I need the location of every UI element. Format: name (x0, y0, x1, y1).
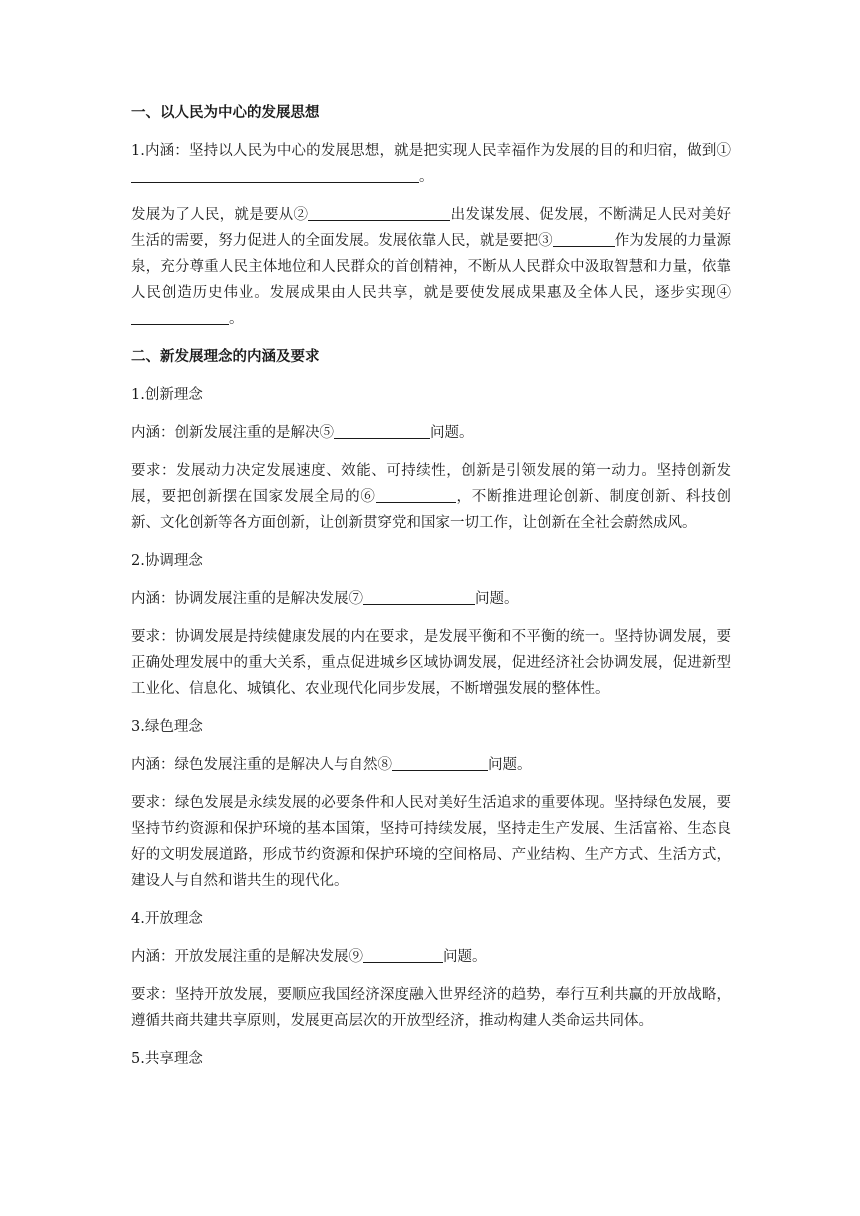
section-1-title: 一、以人民为中心的发展思想 (131, 105, 320, 121)
section-1-meaning (131, 138, 731, 190)
section-1-paragraph (131, 202, 731, 332)
coordination-title: 2.协调理念 (131, 553, 203, 569)
requirement-text: ，不断推进理论创新、制度创新、科技创新、文化创新等各方面创新，让创新贯穿党和国家一切工作，让创新在全社会蔚然成风。 (131, 489, 732, 531)
fill-blank-2[interactable] (308, 203, 450, 221)
fill-blank-1[interactable] (131, 165, 419, 183)
document-page (131, 100, 731, 1084)
meaning-text: 1.内涵：坚持以人民为中心的发展思想，就是把实现人民幸福作为发展的目的和归宿，做到 (131, 143, 717, 159)
punctuation: 。 (419, 169, 434, 185)
blank-number-9: ⑨ (348, 949, 363, 965)
fill-blank-4[interactable] (131, 307, 229, 325)
innovation-requirement (131, 458, 731, 536)
blank-number-6: ⑥ (360, 489, 376, 505)
section-2-title: 二、新发展理念的内涵及要求 (131, 349, 320, 365)
blank-number-4: ④ (716, 285, 731, 301)
fill-blank-6[interactable] (376, 485, 456, 503)
meaning-text: 内涵：创新发展注重的是解决 (131, 425, 320, 441)
green-title: 3.绿色理念 (131, 719, 203, 735)
green-meaning (131, 752, 731, 778)
blank-number-7: ⑦ (348, 591, 363, 607)
fill-blank-3[interactable] (553, 229, 615, 247)
paragraph-text: 作为发展的力量源泉，充分尊重人民主体地位和人民群众的首创精神，不断从人民群众中汲取智慧和力量，依靠人民创造历史伟业。发展成果由人民共享，就是要使发展成果惠及全体人民，逐步实现 (131, 233, 732, 301)
punctuation: 。 (229, 311, 244, 327)
paragraph-text: 出发谋发展、促发展，不断满足人民对美好生活的需要，努力促进人的全面发展。发展依靠人民，就是要把 (131, 207, 732, 249)
requirement-text: 要求：发展动力决定发展速度、效能、可持续性，创新是引领发展的第一动力。坚持创新发展，要把创新摆在国家发展全局的 (131, 463, 731, 505)
blank-number-3: ③ (538, 233, 553, 249)
fill-blank-5[interactable] (334, 421, 430, 439)
blank-number-5: ⑤ (319, 425, 334, 441)
meaning-text: 问题。 (475, 591, 519, 607)
meaning-text: 问题。 (430, 425, 474, 441)
innovation-meaning (131, 420, 731, 446)
meaning-text: 内涵：绿色发展注重的是解决人与自然 (131, 757, 378, 773)
fill-blank-8[interactable] (392, 753, 488, 771)
blank-number-8: ⑧ (377, 757, 392, 773)
innovation-title: 1.创新理念 (131, 387, 203, 403)
fill-blank-9[interactable] (363, 945, 443, 963)
coordination-meaning (131, 586, 731, 612)
openness-meaning (131, 944, 731, 970)
blank-number-2: ② (293, 207, 309, 223)
meaning-text: 内涵：开放发展注重的是解决发展 (131, 949, 349, 965)
meaning-text: 问题。 (443, 949, 487, 965)
meaning-text: 内涵：协调发展注重的是解决发展 (131, 591, 349, 607)
openness-requirement: 要求：坚持开放发展，要顺应我国经济深度融入世界经济的趋势，奉行互利共赢的开放战略，遵循共商共建共享原则，发展更高层次的开放型经济，推动构建人类命运共同体。 (131, 987, 731, 1029)
paragraph-text: 发展为了人民，就是要从 (131, 207, 294, 223)
openness-title: 4.开放理念 (131, 911, 203, 927)
sharing-title: 5.共享理念 (131, 1051, 203, 1067)
coordination-requirement: 要求：协调发展是持续健康发展的内在要求，是发展平衡和不平衡的统一。坚持协调发展，要正确处理发展中的重大关系，重点促进城乡区域协调发展，促进经济社会协调发展，促进新型工业化、信息化、城镇化、农业现代化同步发展，不断增强发展的整体性。 (131, 629, 731, 697)
blank-number-1: ① (716, 143, 731, 159)
green-requirement: 要求：绿色发展是永续发展的必要条件和人民对美好生活追求的重要体现。坚持绿色发展，要坚持节约资源和保护环境的基本国策，坚持可持续发展，坚持走生产发展、生活富裕、生态良好的文明发展道路，形成节约资源和保护环境的空间格局、产业结构、生产方式、生活方式，建设人与自然和谐共生的现代化。 (131, 795, 731, 889)
fill-blank-7[interactable] (363, 587, 475, 605)
meaning-text: 问题。 (488, 757, 532, 773)
